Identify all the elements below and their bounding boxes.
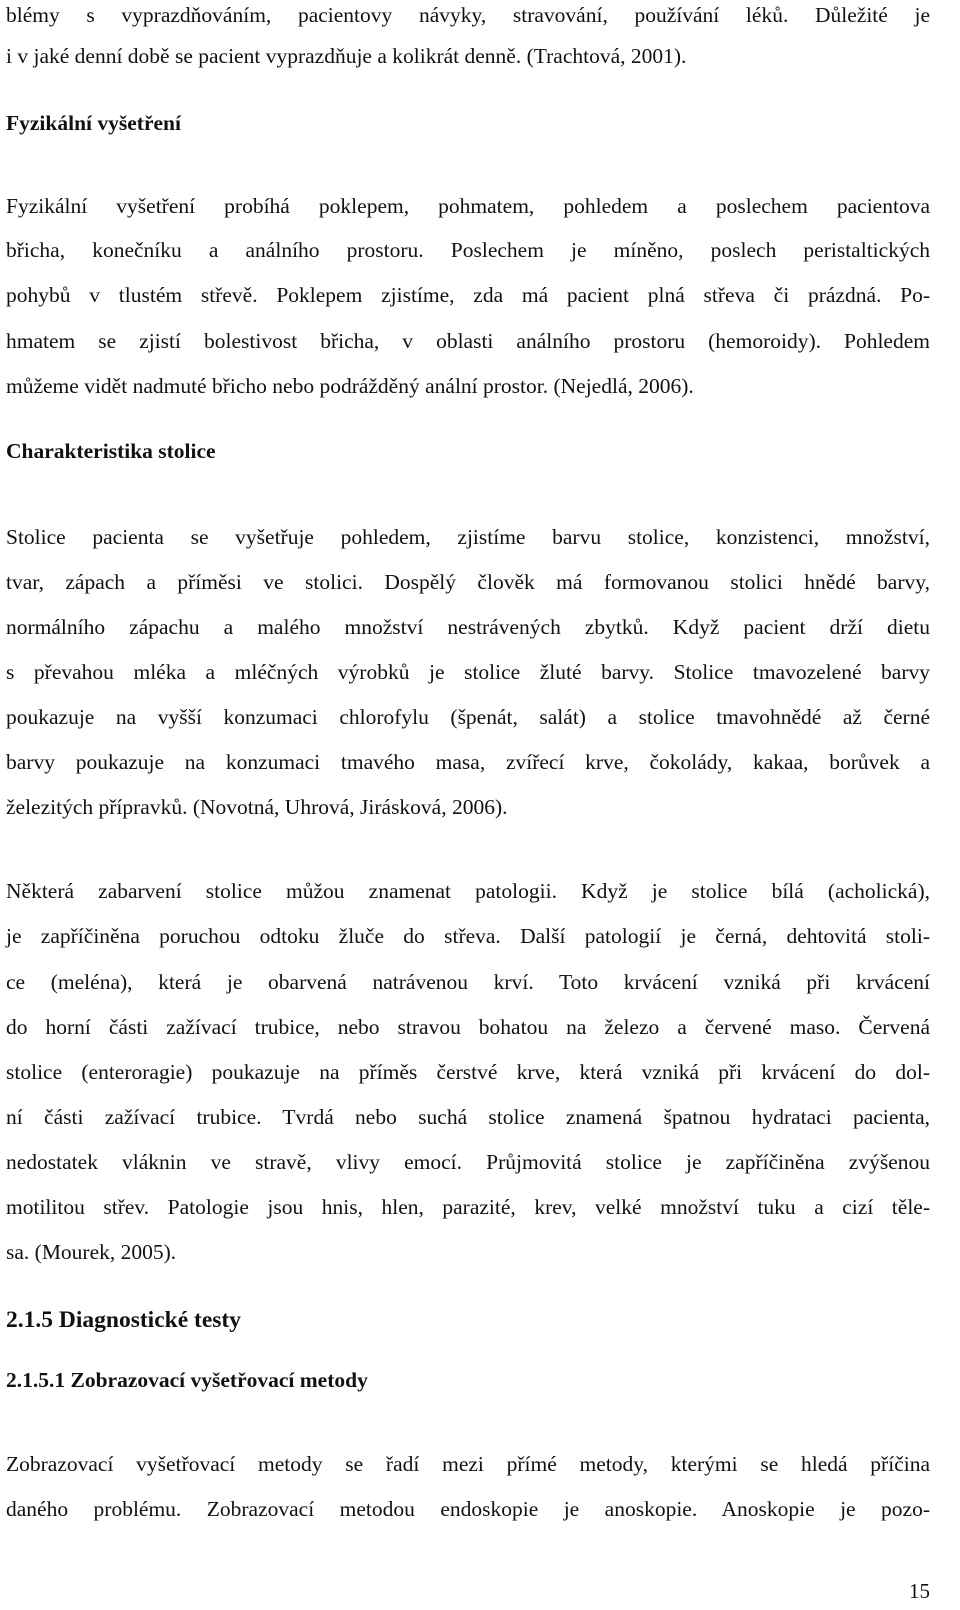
paragraph-physical-exam-line-3: pohybů v tlustém střevě. Poklepem zjistíme, zda má pacient plná střeva či prázdná. Po- (6, 283, 930, 307)
paragraph-pathology-line-9: sa. (Mourek, 2005). (6, 1240, 177, 1264)
paragraph-pathology-line-7: nedostatek vláknin ve stravě, vlivy emocí. Průjmovitá stolice je zapříčiněna zvýšenou (6, 1150, 930, 1174)
paragraph-intro-line-2: i v jaké denní době se pacient vyprazdňuje a kolikrát denně. (Trachtová, 2001). (6, 44, 687, 68)
paragraph-stool-line-5: poukazuje na vyšší konzumaci chlorofylu (špenát, salát) a stolice tmavohnědé až černé (6, 705, 930, 729)
paragraph-physical-exam-line-5: můžeme vidět nadmuté břicho nebo podrážděný anální prostor. (Nejedlá, 2006). (6, 374, 694, 398)
paragraph-stool-line-4: s převahou mléka a mléčných výrobků je stolice žluté barvy. Stolice tmavozelené barvy (6, 660, 930, 684)
page-number: 15 (909, 1579, 930, 1603)
paragraph-intro-line-1: blémy s vyprazdňováním, pacientovy návyky, stravování, používání léků. Důležité je (6, 3, 930, 27)
paragraph-pathology-line-2: je zapříčiněna poruchou odtoku žluče do střeva. Další patologií je černá, dehtovitá stoli- (6, 924, 930, 948)
paragraph-physical-exam-line-1: Fyzikální vyšetření probíhá poklepem, pohmatem, pohledem a poslechem pacientova (6, 194, 930, 218)
paragraph-physical-exam-line-2: břicha, konečníku a análního prostoru. Poslechem je míněno, poslech peristaltických (6, 238, 930, 262)
paragraph-stool-line-6: barvy poukazuje na konzumaci tmavého masa, zvířecí krve, čokolády, kakaa, borůvek a (6, 750, 930, 774)
paragraph-stool-line-2: tvar, zápach a příměsi ve stolici. Dospělý člověk má formovanou stolici hnědé barvy, (6, 570, 930, 594)
heading-physical-exam: Fyzikální vyšetření (6, 111, 181, 135)
heading-diagnostic-tests: 2.1.5 Diagnostické testy (6, 1307, 241, 1333)
paragraph-pathology-line-8: motilitou střev. Patologie jsou hnis, hlen, parazité, krev, velké množství tuku a cizí těle- (6, 1195, 930, 1219)
paragraph-stool-line-1: Stolice pacienta se vyšetřuje pohledem, zjistíme barvu stolice, konzistenci, množství, (6, 525, 930, 549)
paragraph-stool-line-3: normálního zápachu a malého množství nestrávených zbytků. Když pacient drží dietu (6, 615, 930, 639)
heading-imaging-methods: 2.1.5.1 Zobrazovací vyšetřovací metody (6, 1368, 368, 1392)
paragraph-pathology-line-3: ce (meléna), která je obarvená natrávenou krví. Toto krvácení vzniká při krvácení (6, 970, 930, 994)
paragraph-imaging-line-2: daného problému. Zobrazovací metodou endoskopie je anoskopie. Anoskopie je pozo- (6, 1497, 930, 1521)
paragraph-pathology-line-5: stolice (enteroragie) poukazuje na příměs čerstvé krve, která vzniká při krvácení do dol- (6, 1060, 930, 1084)
paragraph-physical-exam-line-4: hmatem se zjistí bolestivost břicha, v oblasti análního prostoru (hemoroidy). Pohledem (6, 329, 930, 353)
heading-stool: Charakteristika stolice (6, 439, 216, 463)
paragraph-stool-line-7: železitých přípravků. (Novotná, Uhrová, Jirásková, 2006). (6, 795, 508, 819)
paragraph-pathology-line-1: Některá zabarvení stolice můžou znamenat patologii. Když je stolice bílá (acholická), (6, 879, 930, 903)
paragraph-pathology-line-6: ní části zažívací trubice. Tvrdá nebo suchá stolice znamená špatnou hydrataci pacienta, (6, 1105, 930, 1129)
paragraph-imaging-line-1: Zobrazovací vyšetřovací metody se řadí mezi přímé metody, kterými se hledá příčina (6, 1452, 930, 1476)
paragraph-pathology-line-4: do horní části zažívací trubice, nebo stravou bohatou na železo a červené maso. Červená (6, 1015, 930, 1039)
